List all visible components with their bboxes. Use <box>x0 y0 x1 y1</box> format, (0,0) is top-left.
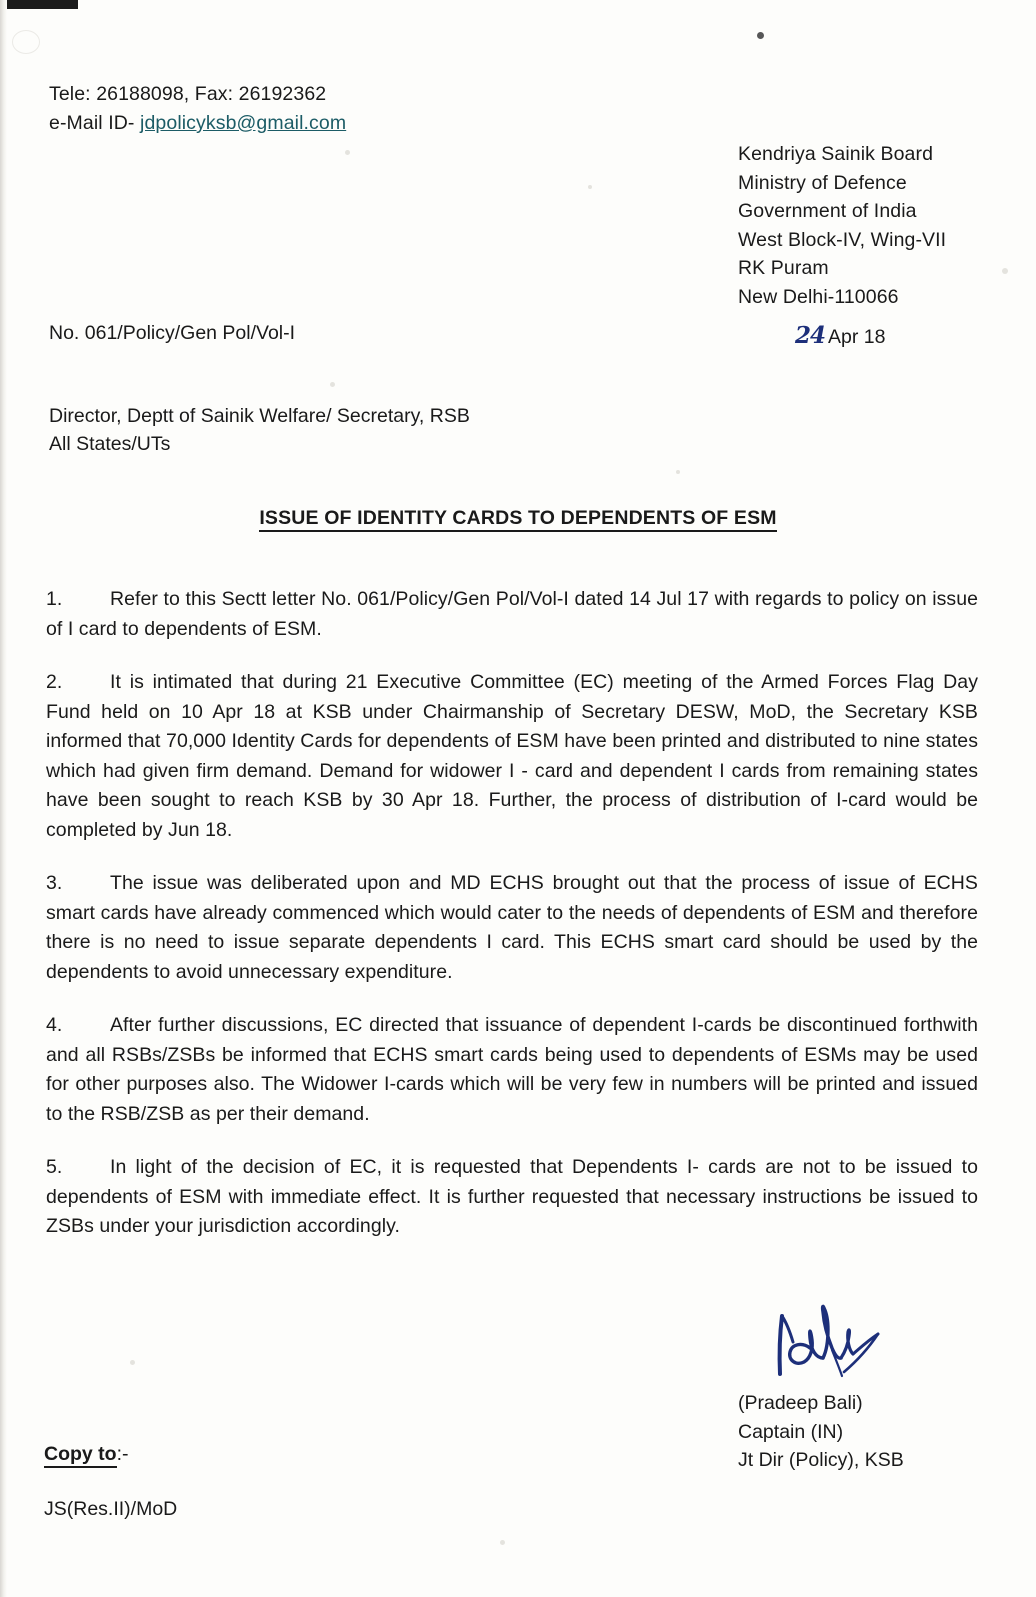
paragraph-number: 1. <box>46 588 63 610</box>
scan-speck <box>676 470 680 474</box>
paragraph <box>46 585 978 644</box>
signatory-designation: Jt Dir (Policy), KSB <box>738 1449 904 1471</box>
handwritten-date-day: 24 <box>795 322 826 349</box>
paragraph-text: Refer to this Sectt letter No. 061/Policy/Gen Pol/Vol-I dated 14 Jul 17 with regards to policy on issue of I card to dependents of ESM. <box>46 588 978 640</box>
scan-speck <box>12 30 40 54</box>
addressee-line-2: All States/UTs <box>49 433 171 455</box>
letter-date <box>795 322 885 349</box>
paragraph-text: The issue was deliberated upon and MD ECHS brought out that the process of issue of ECHS smart cards have already commenced which would cater to the needs of dependents of ESM and therefore there is no need to issue separate dependents I card. This ECHS smart card should be used by the dependents to avoid unnecessary expenditure. <box>46 872 978 983</box>
signatory-rank: Captain (IN) <box>738 1420 844 1443</box>
copy-recipient: JS(Res.II)/MoD <box>44 1498 178 1520</box>
address-line: Ministry of Defence <box>738 171 907 194</box>
signatory-name: (Pradeep Bali) <box>738 1392 863 1414</box>
letter-body <box>46 585 978 1266</box>
document-title-text: ISSUE OF IDENTITY CARDS TO DEPENDENTS OF ESM <box>259 507 776 532</box>
signatory-block <box>738 1389 904 1475</box>
paragraph-number: 3. <box>46 872 63 894</box>
paragraph-number: 2. <box>46 671 63 693</box>
handwritten-signature <box>766 1294 916 1386</box>
copy-to-heading <box>44 1443 129 1466</box>
paragraph-number: 5. <box>46 1156 63 1178</box>
paragraph <box>46 869 978 987</box>
paragraph <box>46 668 978 845</box>
addressee-line-1: Director, Deptt of Sainik Welfare/ Secretary, RSB <box>49 405 470 427</box>
scan-edge-artifact <box>0 0 78 9</box>
letterhead-contact <box>49 80 346 138</box>
scan-ink-blot <box>757 32 764 39</box>
address-line: Government of India <box>738 200 917 222</box>
scan-speck <box>500 1540 505 1545</box>
paragraph <box>46 1011 978 1129</box>
reference-number: No. 061/Policy/Gen Pol/Vol-I <box>49 322 296 344</box>
address-line: New Delhi-110066 <box>738 285 899 308</box>
paragraph-text: After further discussions, EC directed that issuance of dependent I-cards be discontinued forthwith and all RSBs/ZSBs be informed that ECHS smart cards being used to dependents of ESMs may be used for other purposes also. The Widower I-cards which will be very few in numbers will be printed and issued to the RSB/ZSB as per their demand. <box>46 1014 978 1125</box>
email-line <box>49 109 346 138</box>
scan-speck <box>588 185 592 189</box>
paragraph <box>46 1153 978 1242</box>
scan-speck <box>130 1360 135 1365</box>
paragraph-text: It is intimated that during 21 Executive Committee (EC) meeting of the Armed Forces Flag Day Fund held on 10 Apr 18 at KSB under Chairmanship of Secretary DESW, MoD, the Secretary KSB informed that 70,000 Identity Cards for dependents of ESM have been printed and distributed to nine states which had given firm demand. Demand for widower I - card and dependent I cards from remaining states have been sought to reach KSB by 30 Apr 18. Further, the process of distribution of I-card would be completed by Jun 18. <box>46 671 978 841</box>
scan-speck <box>345 150 350 155</box>
tele-fax-line: Tele: 26188098, Fax: 26192362 <box>49 83 327 105</box>
printed-date-month-year: Apr 18 <box>828 326 886 348</box>
paragraph-number: 4. <box>46 1014 63 1036</box>
addressee-block <box>49 402 470 458</box>
address-line: West Block-IV, Wing-VII <box>738 228 947 251</box>
scan-speck <box>1002 268 1008 274</box>
scan-speck <box>330 382 335 387</box>
address-line: Kendriya Sainik Board <box>738 143 934 165</box>
email-label: e-Mail ID- <box>49 112 135 134</box>
address-line: RK Puram <box>738 257 829 279</box>
copy-to-label: Copy to <box>44 1443 117 1468</box>
paragraph-text: In light of the decision of EC, it is requested that Dependents I- cards are not to be issued to dependents of ESM with immediate effect. It is further requested that necessary instructions be issued to ZSBs under your jurisdiction accordingly. <box>46 1156 978 1237</box>
sender-address-block <box>738 140 946 311</box>
scan-left-margin-shadow <box>0 0 7 1597</box>
document-title <box>0 507 1036 530</box>
copy-to-colon: :- <box>116 1443 129 1465</box>
email-address-link[interactable]: jdpolicyksb@gmail.com <box>140 112 347 134</box>
